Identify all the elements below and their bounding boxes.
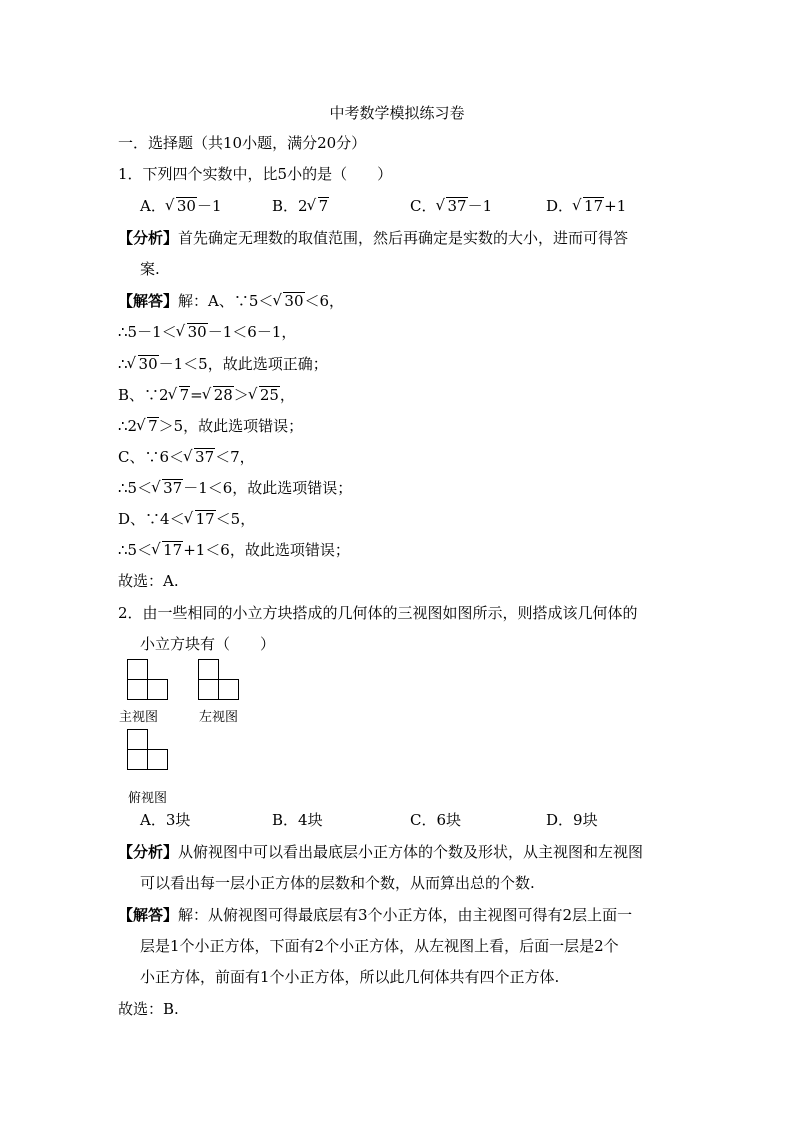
- q2-analysis-cont: 可以看出每一层小正方体的层数和个数，从而算出总的个数.: [140, 874, 535, 892]
- q1-solution-line-7: [118, 478, 352, 498]
- option-tail: +1: [604, 197, 627, 215]
- sqrt-sign: [204, 385, 234, 405]
- math-text: C、∵6＜: [118, 448, 185, 466]
- top-view-label: 俯视图: [128, 791, 168, 806]
- sqrt-sign: [437, 196, 467, 216]
- math-text: ＜7，: [215, 448, 255, 466]
- radicand: 37: [163, 479, 183, 497]
- q2-option-b: B．4块: [272, 811, 323, 829]
- analysis-text: 从俯视图中可以看出最底层小正方体的个数及形状，从主视图和左视图: [178, 843, 644, 861]
- top-view-figure: [120, 726, 180, 774]
- radicand: 17: [584, 197, 604, 215]
- math-text: ∴: [118, 355, 128, 373]
- radicand: 30: [138, 355, 158, 373]
- q2-stem: 2．由一些相同的小立方块搭成的几何体的三视图如图所示，则搭成该几何体的: [118, 604, 638, 622]
- q1-solution-line-5: [118, 416, 303, 436]
- q1-solution-line-9: [118, 540, 350, 560]
- answer-tag: 【解答】: [118, 906, 179, 924]
- q1-option-b: [272, 196, 329, 216]
- q2-option-c: C．6块: [410, 811, 462, 829]
- radicand: 17: [163, 541, 183, 559]
- math-text: B、∵2: [118, 386, 169, 404]
- radicand: 30: [284, 292, 304, 310]
- analysis-tag: 【分析】: [118, 229, 179, 247]
- option-label: B．2: [272, 197, 308, 215]
- sqrt-sign: [178, 322, 208, 342]
- radicand: 30: [187, 323, 207, 341]
- q1-option-a: [140, 196, 221, 216]
- radicand: 25: [259, 386, 279, 404]
- math-text: ＜5，: [215, 510, 256, 528]
- analysis-tag: 【分析】: [118, 843, 179, 861]
- radicand: 37: [447, 197, 467, 215]
- option-label: A．: [140, 197, 166, 215]
- front-view-figure: [120, 656, 180, 704]
- q1-solution-line-1: [118, 291, 344, 311]
- q2-answer-cont-1: 层是1个小正方体，下面有2个小正方体，从左视图上看，后面一层是2个: [140, 937, 619, 955]
- q1-solution-line-8: [118, 509, 255, 529]
- math-text: ∴5＜: [118, 541, 153, 559]
- math-text: ＞: [233, 386, 249, 404]
- left-view-figure: [192, 656, 252, 704]
- q2-analysis: [118, 842, 643, 862]
- q1-option-c: [410, 196, 492, 216]
- q2-answer: [118, 905, 632, 925]
- sqrt-sign: [138, 416, 159, 436]
- answer-tag: 【解答】: [118, 292, 179, 310]
- sqrt-sign: [153, 478, 183, 498]
- q1-analysis-cont: 案.: [140, 260, 160, 278]
- sqrt-sign: [574, 196, 604, 216]
- math-text: －1＜6，故此选项错误；: [183, 479, 353, 497]
- sqrt-sign: [167, 196, 197, 216]
- option-label: D．: [546, 197, 574, 215]
- q1-analysis: [118, 228, 628, 248]
- radicand: 37: [195, 448, 215, 466]
- math-text: 解：A、∵5＜: [178, 292, 274, 310]
- q1-solution-line-6: [118, 447, 255, 467]
- math-text: ∴5＜: [118, 479, 153, 497]
- q1-stem: 1．下列四个实数中，比5小的是（ ）: [118, 165, 393, 183]
- q2-option-a: A．3块: [140, 811, 191, 829]
- math-text: －1＜5，故此选项正确；: [158, 355, 328, 373]
- math-text: ＜6，: [304, 292, 345, 310]
- math-text: D、∵4＜: [118, 510, 185, 528]
- sqrt-sign: [185, 447, 215, 467]
- sqrt-sign: [170, 385, 191, 405]
- math-text: ，: [279, 386, 295, 404]
- sqrt-sign: [129, 354, 159, 374]
- analysis-text: 首先确定无理数的取值范围，然后再确定是实数的大小，进而可得答: [178, 229, 629, 247]
- q2-answer-cont-2: 小正方体，前面有1个小正方体，所以此几何体共有四个正方体.: [140, 968, 560, 986]
- sqrt-sign: [186, 509, 216, 529]
- q1-solution-line-4: [118, 385, 295, 405]
- radicand: 30: [176, 197, 196, 215]
- radicand: 17: [195, 510, 215, 528]
- math-text: ∴5－1＜: [118, 323, 177, 341]
- option-label: C．: [410, 197, 437, 215]
- sqrt-sign: [153, 540, 183, 560]
- left-view-label: 左视图: [199, 710, 239, 725]
- q1-option-d: [546, 196, 626, 216]
- math-text: ＞5，故此选项错误；: [158, 417, 304, 435]
- option-tail: －1: [196, 197, 222, 215]
- math-text: －1＜6－1，: [207, 323, 297, 341]
- answer-text: 解：从俯视图可得最底层有3个小正方体，由主视图可得有2层上面一: [178, 906, 633, 924]
- math-text: +1＜6，故此选项错误；: [183, 541, 350, 559]
- option-tail: －1: [467, 197, 493, 215]
- math-text: ∴2: [118, 417, 138, 435]
- sqrt-sign: [250, 385, 280, 405]
- math-text: =: [190, 386, 203, 404]
- section-heading: 一．选择题（共10小题，满分20分）: [118, 134, 367, 152]
- q1-choice: 故选：A.: [118, 572, 179, 590]
- radicand: 7: [148, 417, 158, 435]
- front-view-label: 主视图: [119, 710, 159, 725]
- q1-solution-line-3: [118, 354, 328, 374]
- sqrt-sign: [309, 196, 330, 216]
- q2-choice: 故选：B.: [118, 1000, 179, 1018]
- q1-solution-line-2: [118, 322, 296, 342]
- sqrt-sign: [274, 291, 304, 311]
- radicand: 28: [213, 386, 233, 404]
- page-title: 中考数学模拟练习卷: [329, 104, 465, 122]
- radicand: 7: [318, 197, 329, 215]
- radicand: 7: [179, 386, 190, 404]
- q2-stem-cont: 小立方块有（ ）: [140, 635, 276, 653]
- q2-option-d: D．9块: [546, 811, 598, 829]
